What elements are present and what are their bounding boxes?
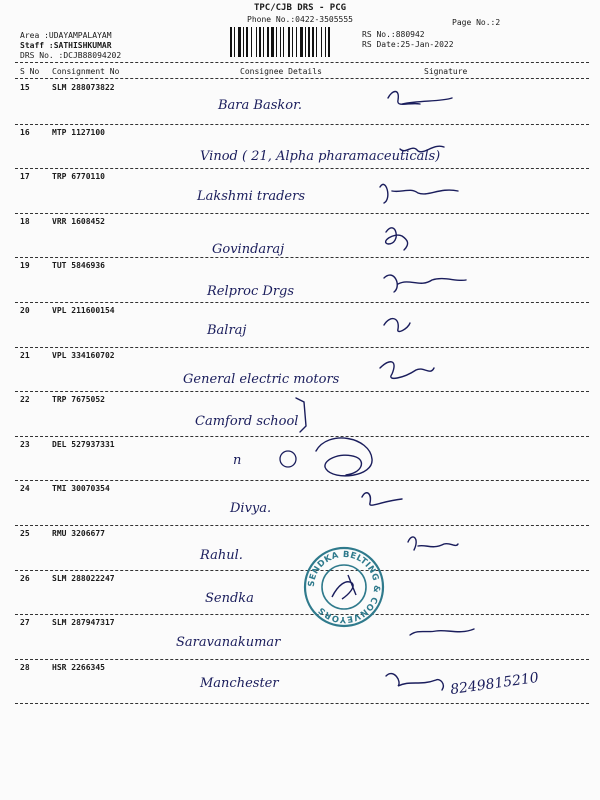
- barcode: [228, 27, 356, 57]
- row-consignee-name: General electric motors: [183, 371, 340, 387]
- row-signature: [0, 348, 600, 394]
- row-consignee-name: Camford school: [195, 414, 299, 430]
- delivery-row: [0, 615, 600, 661]
- row-consignee-name: Divya.: [230, 501, 272, 517]
- barcode-bar: [276, 27, 277, 57]
- row-consignment-no: VPL 334160702: [52, 350, 115, 360]
- barcode-bar: [312, 27, 314, 57]
- row-signature: [0, 169, 600, 215]
- delivery-row: [0, 214, 600, 260]
- row-sno: 25: [20, 529, 30, 538]
- row-consignment-no: TUT 5846936: [52, 261, 105, 271]
- delivery-row: [0, 526, 600, 572]
- barcode-bar: [283, 27, 284, 57]
- row-sno: 28: [20, 662, 30, 672]
- row-consignment-no: MTP 1127100: [52, 127, 105, 137]
- svg-text:SENDKA BELTING & CONVEYORS: [307, 550, 381, 624]
- row-sno: 17: [20, 172, 30, 182]
- delivery-row: [0, 571, 600, 617]
- row-sno: 15: [20, 83, 30, 92]
- row-consignee-name: Govindaraj: [212, 241, 285, 257]
- delivery-row: [0, 125, 600, 171]
- row-consignee-name: Manchester: [200, 675, 279, 691]
- stamp-text: SENDKA BELTING & CONVEYORS: [306, 549, 382, 625]
- barcode-bar: [321, 27, 322, 57]
- area-label: Area :UDAYAMPALAYAM: [20, 31, 112, 40]
- barcode-bar: [243, 27, 244, 57]
- row-signature: [0, 526, 600, 572]
- row-consignee-name: Saravanakumar: [176, 635, 281, 651]
- divider: [15, 703, 589, 704]
- barcode-bar: [271, 27, 274, 57]
- row-consignment-no: DEL 527937331: [52, 439, 115, 449]
- barcode-bar: [288, 27, 290, 57]
- row-consignment-no: HSR 2266345: [52, 662, 105, 672]
- delivery-row: [0, 437, 600, 483]
- row-sno: 24: [20, 484, 30, 494]
- document-title: TPC/CJB DRS - PCG: [253, 3, 347, 13]
- row-sno: 18: [20, 216, 30, 226]
- barcode-bar: [263, 27, 264, 57]
- divider: [15, 62, 589, 63]
- staff-label: Staff :SATHISHKUMAR: [20, 41, 112, 50]
- delivery-row: [0, 348, 600, 394]
- row-sno: 21: [20, 350, 30, 360]
- delivery-row: [0, 392, 600, 438]
- row-signature: [0, 214, 600, 260]
- row-signature: [0, 392, 600, 438]
- row-consignee-name: Rahul.: [200, 548, 243, 563]
- row-consignee-name: Balraj: [207, 323, 247, 338]
- row-signature: [0, 258, 600, 304]
- barcode-bar: [238, 27, 241, 57]
- divider: [15, 78, 589, 79]
- barcode-bar: [259, 27, 261, 57]
- rs-date: RS Date:25-Jan-2022: [362, 40, 454, 49]
- column-consignee: Consignee Details: [240, 67, 322, 76]
- column-sno: S No: [20, 67, 40, 76]
- row-signature: [0, 80, 600, 126]
- row-consignment-no: TRP 7675052: [52, 395, 105, 405]
- barcode-bar: [308, 27, 310, 57]
- barcode-bar: [292, 27, 293, 57]
- row-sno: 23: [20, 439, 30, 449]
- row-signature: [0, 615, 600, 661]
- rs-number: RS No.:880942: [362, 30, 425, 39]
- row-sno: 16: [20, 127, 30, 137]
- row-sno: 26: [20, 573, 30, 583]
- row-consignment-no: TRP 6770110: [52, 172, 105, 182]
- row-signature: [0, 437, 600, 483]
- row-consignment-no: VRR 1608452: [52, 216, 105, 226]
- row-sno: 27: [20, 618, 30, 628]
- drs-number: DRS No. :DCJB88094202: [20, 51, 122, 60]
- row-consignment-no: SLM 287947317: [52, 618, 115, 628]
- row-signature: [0, 303, 600, 349]
- row-consignment-no: SLM 288073822: [52, 83, 115, 92]
- delivery-row: [0, 481, 600, 527]
- column-signature: Signature: [424, 67, 468, 76]
- row-consignee-name: Relproc Drgs: [207, 284, 295, 300]
- company-stamp: [302, 545, 386, 629]
- row-consignee-name: Bara Baskor.: [218, 98, 302, 113]
- row-consignment-no: SLM 288022247: [52, 573, 115, 583]
- row-sno: 19: [20, 261, 30, 271]
- delivery-row: [0, 303, 600, 349]
- phone-number: Phone No.:0422-3505555: [247, 15, 353, 24]
- barcode-bar: [234, 27, 235, 57]
- column-consignment: Consignment No: [52, 67, 120, 76]
- barcode-bar: [328, 27, 330, 57]
- row-sno: 22: [20, 395, 30, 405]
- row-signature: [0, 481, 600, 527]
- barcode-bar: [305, 27, 306, 57]
- row-consignee-name: Lakshmi traders: [197, 189, 306, 205]
- row-consignee-name: Sendka: [205, 590, 254, 606]
- barcode-bar: [256, 27, 257, 57]
- row-signature: [0, 125, 600, 171]
- barcode-bar: [251, 27, 252, 57]
- barcode-bar: [280, 27, 281, 57]
- handwritten-phone-note: 8249815210: [449, 669, 540, 699]
- delivery-row: [0, 169, 600, 215]
- row-sno: 20: [20, 306, 30, 315]
- barcode-bar: [267, 27, 269, 57]
- row-consignment-no: TMI 30070354: [52, 484, 110, 494]
- row-consignee-name: Vinod ( 21, Alpha pharamaceuticals): [200, 148, 441, 164]
- row-consignment-no: VPL 211600154: [52, 306, 115, 315]
- page-number: Page No.:2: [452, 18, 501, 27]
- barcode-bar: [316, 27, 317, 57]
- barcode-bar: [246, 27, 248, 57]
- row-consignee-name: n: [233, 452, 242, 468]
- row-consignment-no: RMU 3206677: [52, 529, 105, 538]
- delivery-row: [0, 80, 600, 126]
- barcode-bar: [300, 27, 303, 57]
- barcode-bar: [296, 27, 297, 57]
- delivery-row: [0, 258, 600, 304]
- barcode-bar: [230, 27, 232, 57]
- barcode-bar: [325, 27, 326, 57]
